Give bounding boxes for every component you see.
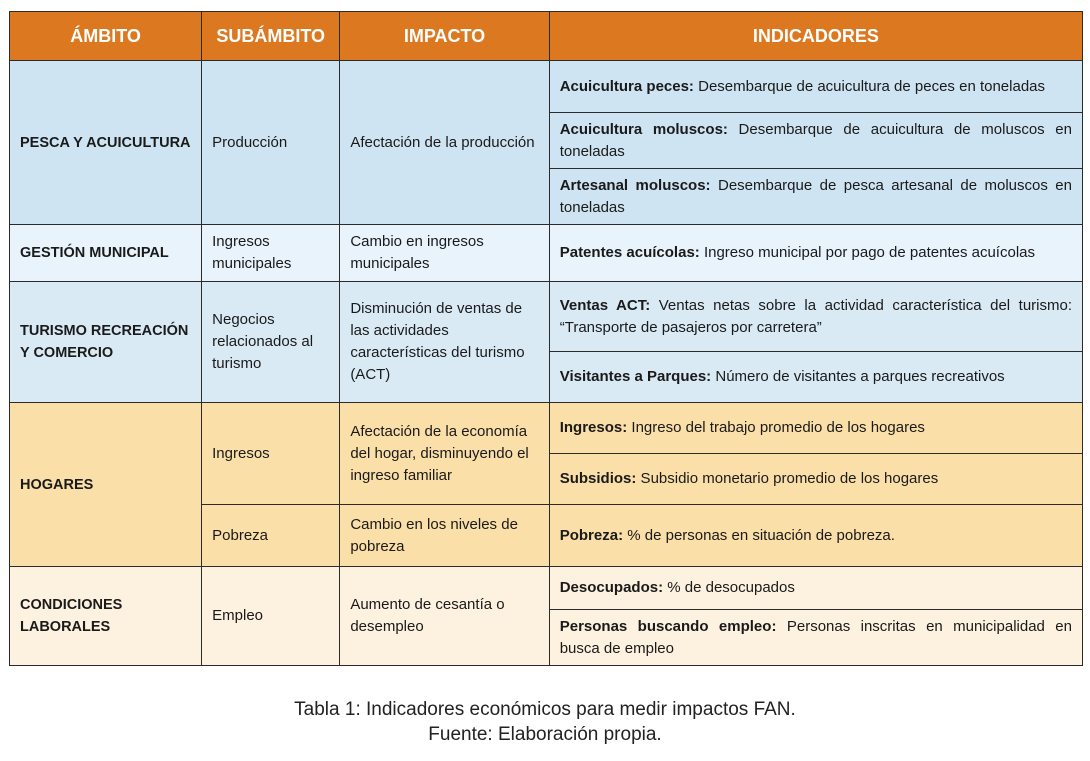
subambito-cell: Pobreza xyxy=(202,505,340,567)
indicator-cell xyxy=(549,454,1082,505)
indicator-label: Acuicultura moluscos: xyxy=(559,120,728,138)
subambito-cell: Negocios relacionados al turismo xyxy=(202,282,340,403)
indicator-cell xyxy=(549,113,1082,169)
impacto-cell: Disminución de ventas de las actividades características del turismo (ACT) xyxy=(340,282,549,403)
ambito-cell: HOGARES xyxy=(10,403,202,567)
indicator-label: Acuicultura peces: xyxy=(559,77,694,95)
indicator-label: Artesanal moluscos: xyxy=(559,176,711,194)
impacto-cell: Cambio en ingresos municipales xyxy=(340,225,549,282)
impacto-cell: Aumento de cesantía o desempleo xyxy=(340,567,549,666)
indicator-cell xyxy=(549,225,1082,282)
ambito-cell: TURISMO RECREACIÓN Y COMERCIO xyxy=(10,282,202,403)
table-row xyxy=(10,403,1083,454)
subambito-cell: Producción xyxy=(202,61,340,225)
indicator-label: Ingresos: xyxy=(559,419,628,436)
caption-title: Tabla 1: Indicadores económicos para medir impactos FAN. xyxy=(294,699,796,720)
indicator-cell xyxy=(549,282,1082,352)
indicator-cell xyxy=(549,61,1082,113)
subambito-cell: Ingresos xyxy=(202,403,340,505)
table-row xyxy=(10,282,1083,352)
subambito-cell: Ingresos municipales xyxy=(202,225,340,282)
impacto-cell: Afectación de la economía del hogar, disminuyendo el ingreso familiar xyxy=(340,403,549,505)
table-row xyxy=(10,225,1083,282)
ambito-cell: PESCA Y ACUICULTURA xyxy=(10,61,202,225)
indicator-cell xyxy=(549,610,1082,666)
subambito-cell: Empleo xyxy=(202,567,340,666)
indicator-text: Número de visitantes a parques recreativos xyxy=(711,368,1005,385)
indicator-cell xyxy=(549,352,1082,403)
header-indicadores: INDICADORES xyxy=(549,12,1082,61)
header-subambito: SUBÁMBITO xyxy=(202,12,340,61)
ambito-cell: GESTIÓN MUNICIPAL xyxy=(10,225,202,282)
indicator-text: Desembarque de pesca artesanal de moluscos en toneladas xyxy=(559,176,1072,216)
indicator-label: Visitantes a Parques: xyxy=(559,368,712,385)
impacto-cell: Cambio en los niveles de pobreza xyxy=(340,505,549,567)
table-row xyxy=(10,61,1083,113)
indicator-text: Ingreso municipal por pago de patentes acuícolas xyxy=(699,244,1035,261)
indicator-label: Personas buscando empleo: xyxy=(559,617,777,635)
indicator-text: Desembarque de acuicultura de peces en toneladas xyxy=(693,77,1046,95)
table-caption xyxy=(0,697,1090,747)
indicator-text: Ingreso del trabajo promedio de los hogares xyxy=(627,419,925,436)
indicator-text: % de desocupados xyxy=(663,579,795,596)
indicator-label: Pobreza: xyxy=(559,526,624,544)
header-ambito: ÁMBITO xyxy=(10,12,202,61)
indicator-label: Ventas ACT: xyxy=(559,296,651,314)
indicator-cell xyxy=(549,403,1082,454)
indicator-label: Subsidios: xyxy=(559,470,637,487)
header-row xyxy=(10,12,1083,61)
header-impacto: IMPACTO xyxy=(340,12,549,61)
table-row xyxy=(10,567,1083,610)
indicator-text: Personas inscritas en municipalidad en busca de empleo xyxy=(559,617,1072,657)
ambito-cell: CONDICIONES LABORALES xyxy=(10,567,202,666)
indicator-text: Subsidio monetario promedio de los hogares xyxy=(636,470,939,487)
indicator-text: Ventas netas sobre la actividad característica del turismo: “Transporte de pasajeros por carretera” xyxy=(559,296,1072,336)
indicator-text: % de personas en situación de pobreza. xyxy=(623,526,895,544)
caption-source: Fuente: Elaboración propia. xyxy=(428,724,662,745)
indicator-label: Patentes acuícolas: xyxy=(559,244,700,261)
indicator-cell xyxy=(549,169,1082,225)
indicator-text: Desembarque de acuicultura de moluscos en toneladas xyxy=(559,120,1072,160)
indicators-table xyxy=(9,11,1083,666)
impacto-cell: Afectación de la producción xyxy=(340,61,549,225)
indicator-label: Desocupados: xyxy=(559,579,664,596)
indicator-cell xyxy=(549,505,1082,567)
indicator-cell xyxy=(549,567,1082,610)
